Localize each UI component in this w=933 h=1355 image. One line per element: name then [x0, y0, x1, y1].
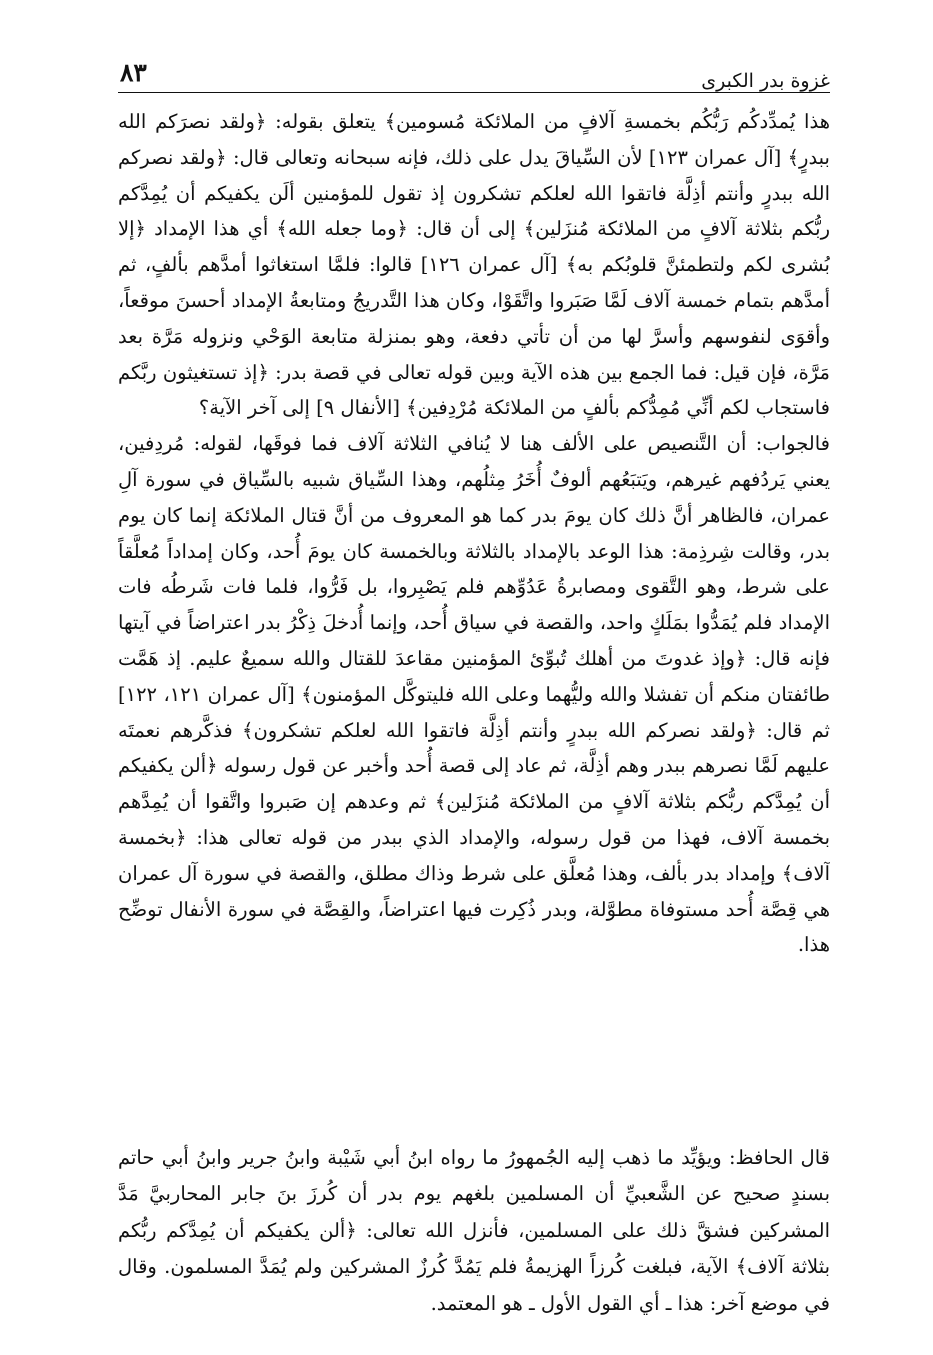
paragraph-2: فالجواب: أن التَّنصيص على الألف هنا لا يُنافي الثلاثة آلاف فما فوقَها، لقوله: مُردِفين، يعني يَردُفهم غيرهم، ويَتبَعُهم ألوفٌ أُخَرُ مِثلُهم، وهذا السِّياق شبيه بالسِّياق في سورة آلِ عمران، فالظاهر أنَّ ذلك كان يومَ بدر كما هو المعروف من أنَّ قتال الملائكة إنما كان يوم بدر، وقالت شِرذِمة: هذا الوعد بالإمداد بالثلاثة وبالخمسة كان يومَ أُحد، وكان إمداداً مُعلَّقاً على شرط، وهو التَّقوى ومصابرةُ عَدُوِّهم فلم يَصْبِروا، بل فَرُّوا، فلما فات شَرطُه فات الإمداد فلم يُمَدُّوا بمَلَكٍ واحد، والقصة في سياق أُحد، وإنما أُدخلَ ذِكْرُ بدر اعتراضاً في آيتها فإنه قال: ﴿وإذ غدوتَ من أهلك تُبوِّئ المؤمنين مقاعدَ للقتال والله سميعٌ عليم. إذ هَمَّت طائفتان منكم أن تفشلا والله وليُّهما وعلى الله فليتوكَّل المؤمنون﴾ [آل عمران ١٢١، ١٢٢] ثم قال: ﴿ولقد نصركم الله ببدرٍ وأنتم أذِلَّة فاتقوا الله لعلكم تشكرون﴾ فذكَّرهم نعمتَه عليهم لَمَّا نصرهم ببدر وهم أذِلَّة، ثم عاد إلى قصة أُحد وأخبر عن قول رسوله ﴿ألن يكفيكم أن يُمِدَّكم ربُّكم بثلاثة آلافٍ من الملائكة مُنزَلين﴾ ثم وعدهم إن صَبروا واتَّقوا أن يُمِدَّهم بخمسة آلاف، فهذا من قول رسوله، والإمداد الذي ببدر من قوله تعالى هذا: ﴿بخمسة آلاف﴾ وإمداد بدر بألف، وهذا مُعلَّق على شرط وذاك مطلق، والقصة في سورة آل عمران هي قِصَّة أُحد مستوفاة مطوَّلة، وبدر ذُكِرت فيها اعتراضاً، والقِصَّة في سورة الأنفال توضِّح هذا.: [118, 432, 830, 957]
hafiz-quote: [118, 1140, 830, 1340]
main-text: [118, 104, 830, 1064]
paragraph-1: هذا يُمدِّدكُم رَبُّكُم بخمسةِ آلافٍ من الملائكة مُسومين﴾ يتعلق بقوله: ﴿ولقد نصرَكم الله ببدرٍ﴾ [آل عمران ١٢٣] لأن السِّياقَ يدل على ذلك، فإنه سبحانه وتعالى قال: ﴿ولقد نصركم الله ببدرٍ وأنتم أذِلَّة فاتقوا الله لعلكم تشكرون إذ تقول للمؤمنين ألَن يكفيكم أن يُمِدَّكم ربُّكم بثلاثة آلافٍ من الملائكة مُنزَلين﴾ إلى أن قال: ﴿وما جعله الله﴾ أي هذا الإمداد ﴿إلا بُشرى لكم ولتطمئنَّ قلوبُكم به﴾ [آل عمران ١٢٦] قالوا: فلمَّا استغاثوا أمدَّهم بألفٍ، ثم أمدَّهم بتمام خمسة آلاف لَمَّا صَبَروا واتَّقَوْا، وكان هذا التَّدريجُ ومتابعةُ الإمداد أحسنَ موقعاً، وأقوَى لنفوسهم وأسرَّ لها من أن تأتي دفعة، وهو بمنزلة متابعة الوَحْي ونزوله مَرَّة بعد مَرَّة، فإن قيل: فما الجمع بين هذه الآية وبين قوله تعالى في قصة بدر: ﴿إذ تستغيثون ربَّكم فاستجاب لكم أنِّي مُمِدُّكم بألفٍ من الملائكة مُرْدِفين﴾ [الأنفال ٩] إلى آخر الآية؟: [118, 110, 830, 420]
page-number: ٨٣: [120, 58, 147, 87]
running-title: غزوة بدر الكبرى: [701, 70, 830, 92]
quote-paragraph: قال الحافظ: ويؤيِّد ما ذهب إليه الجُمهورُ ما رواه ابنُ أبي شَيْبة وابنُ جرير وابنُ أبي حاتم بسندٍ صحيح عن الشَّعبيِّ أن المسلمين بلغهم يوم بدر أن كُرزَ بنَ جابر المحاربيَّ مَدَّ المشركين فشقَّ ذلك على المسلمين، فأنزل الله تعالى: ﴿ألن يكفيكم أن يُمِدَّكم ربُّكم بثلاثة آلاف﴾ الآية، فبلغت كُرزاً الهزيمةُ فلم يَمُدَّ كُرزٌ المشركين ولم يُمَدَّ المسلمون. وقال في موضع آخر: هذا ـ أي القول الأول ـ هو المعتمد.: [118, 1146, 830, 1315]
page-header: [118, 48, 830, 93]
